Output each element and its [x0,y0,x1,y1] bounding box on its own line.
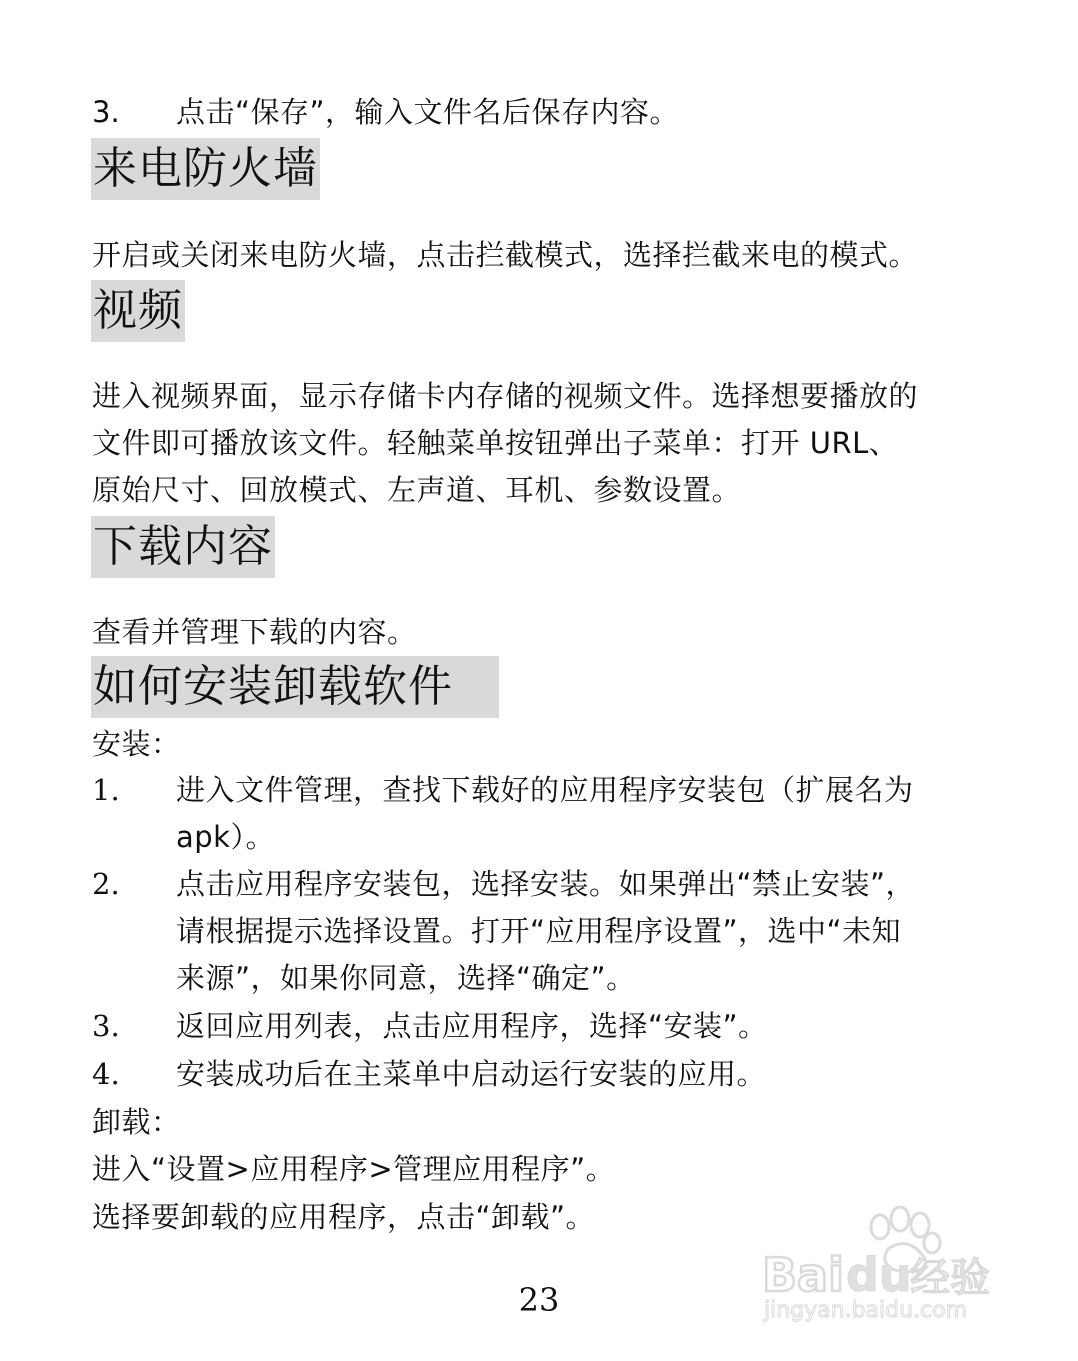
install-step-2-line-1: 点击应用程序安装包，选择安装。如果弹出“禁止安装”， [176,867,916,901]
video-line-3: 原始尺寸、回放模式、左声道、耳机、参数设置。 [92,473,742,507]
downloads-body: 查看并管理下载的内容。 [92,615,417,649]
baidu-jingyan-watermark [760,1205,1020,1325]
firewall-body: 开启或关闭来电防火墙，点击拦截模式，选择拦截来电的模式。 [92,238,919,272]
install-step-4-number: 4. [92,1057,120,1091]
install-step-1-line-1: 进入文件管理，查找下载好的应用程序安装包（扩展名为 [176,773,914,807]
page-number: 23 [518,1281,560,1319]
install-step-3-line-1: 返回应用列表，点击应用程序，选择“安装”。 [176,1009,768,1043]
uninstall-line-1: 进入“设置>应用程序>管理应用程序”。 [92,1152,616,1186]
svg-text:jingyan.baidu.com: jingyan.baidu.com [764,1298,968,1323]
install-label: 安装： [92,727,181,761]
install-step-1-number: 1. [92,773,120,807]
install-step-1-line-2: apk）。 [176,820,275,854]
svg-text:du: du [846,1248,912,1302]
intro-step-number: 3. [92,95,120,129]
svg-text:经验: 经验 [910,1255,990,1301]
install-step-2-line-3: 来源”，如果你同意，选择“确定”。 [176,961,636,995]
install-step-4-line-1: 安装成功后在主菜单中启动运行安装的应用。 [176,1057,767,1091]
uninstall-label: 卸载： [92,1105,181,1139]
install-step-3-number: 3. [92,1009,120,1043]
install-step-2-number: 2. [92,867,120,901]
install-step-2-line-2: 请根据提示选择设置。打开“应用程序设置”，选中“未知 [176,914,902,948]
video-line-1: 进入视频界面，显示存储卡内存储的视频文件。选择想要播放的 [92,379,919,413]
paw-logo-icon [760,1205,1020,1325]
intro-step-text: 点击“保存”，输入文件名后保存内容。 [176,95,680,129]
uninstall-line-2: 选择要卸载的应用程序，点击“卸载”。 [92,1200,596,1234]
section-heading-install: 如何安装卸载软件 [91,656,499,718]
section-heading-video: 视频 [91,280,185,342]
section-heading-downloads: 下载内容 [91,516,275,578]
section-heading-firewall: 来电防火墙 [91,138,320,200]
video-line-2: 文件即可播放该文件。轻触菜单按钮弹出子菜单：打开 URL、 [92,426,899,460]
svg-text:Bai: Bai [762,1248,844,1302]
